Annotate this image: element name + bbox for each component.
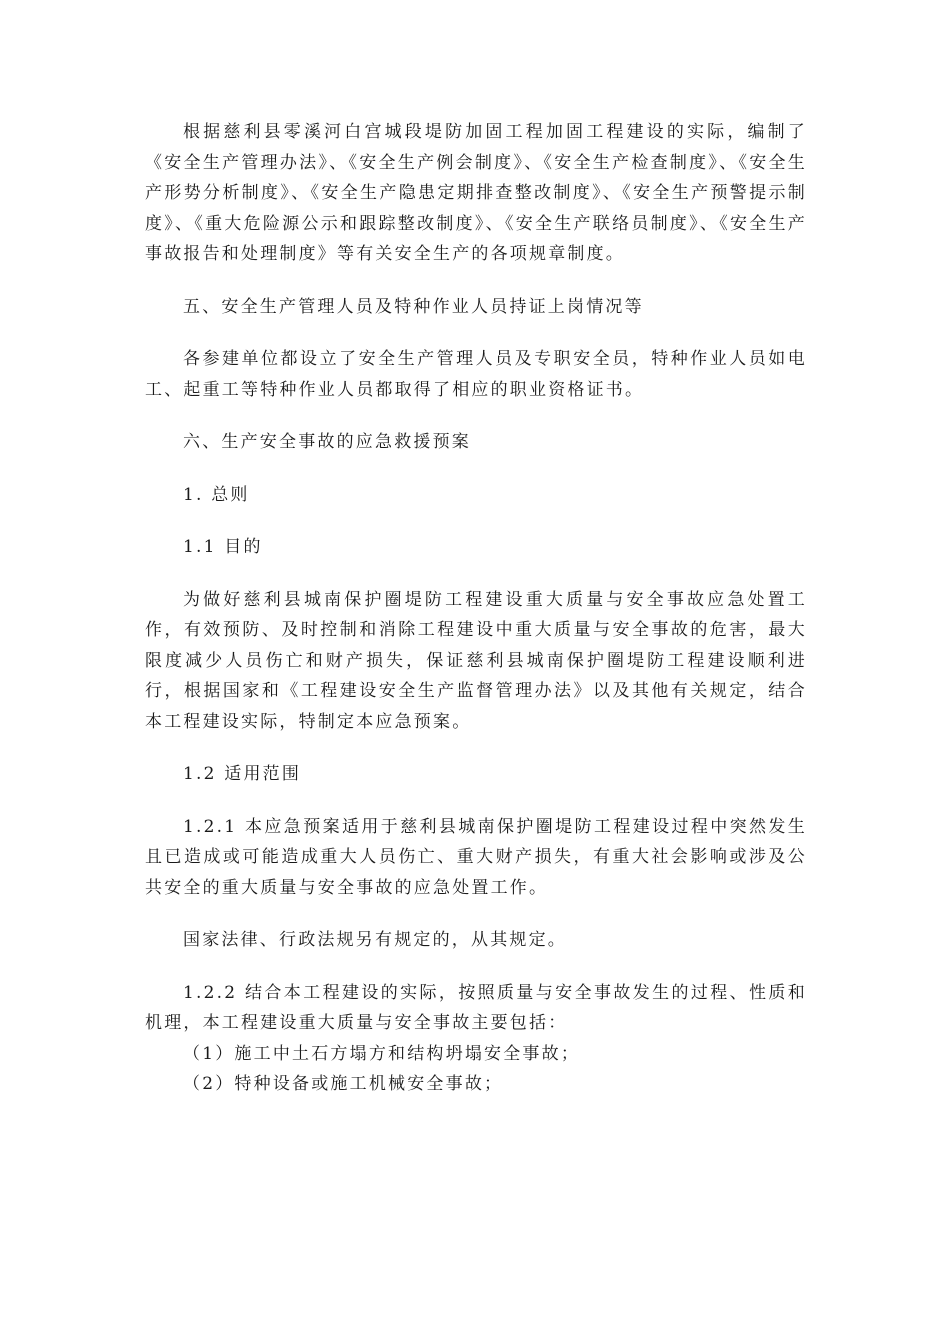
section-heading-6: 六、生产安全事故的应急救援预案 — [183, 432, 471, 452]
paragraph-scope-2: 1.2.2 结合本工程建设的实际，按照质量与安全事故发生的过程、性质和机理，本工程建设重大质量与安全事故主要包括： — [145, 982, 807, 1033]
section-heading-5: 五、安全生产管理人员及特种作业人员持证上岗情况等 — [183, 296, 644, 317]
paragraph-scope-1: 1.2.1 本应急预案适用于慈利县城南保护圈堤防工程建设过程中突然发生且已造成或可能造成重大人员伤亡、重大财产损失，有重大社会影响或涉及公共安全的重大质量与安全事故的应急处置工作。 — [145, 816, 807, 898]
paragraph-purpose: 为做好慈利县城南保护圈堤防工程建设重大质量与安全事故应急处置工作，有效预防、及时控制和消除工程建设中重大质量与安全事故的危害，最大限度减少人员伤亡和财产损失，保证慈利县城南保护圈堤防工程建设顺利进行，根据国家和《工程建设安全生产监督管理办法》以及其他有关规定，结合本工程建设实际，特制定本应急预案。 — [145, 589, 807, 732]
subheading-scope: 1.2 适用范围 — [183, 764, 302, 784]
subheading-purpose: 1.1 目的 — [183, 537, 263, 557]
paragraph-safety-regulations: 根据慈利县零溪河白宫城段堤防加固工程加固工程建设的实际，编制了《安全生产管理办法》、《安全生产例会制度》、《安全生产检查制度》、《安全生产形势分析制度》、《安全生产隐患定期排查整改制度》、《安全生产预警提示制度》、《重大危险源公示和跟踪整改制度》、《安全生产联络员制度》、《安全生产事故报告和处理制度》等有关安全生产的各项规章制度。 — [145, 122, 807, 264]
paragraph-certified-personnel: 各参建单位都设立了安全生产管理人员及专职安全员，特种作业人员如电工、起重工等特种作业人员都取得了相应的职业资格证书。 — [145, 349, 807, 400]
paragraph-law-note: 国家法律、行政法规另有规定的，从其规定。 — [183, 930, 567, 950]
document-body — [145, 117, 807, 1100]
subheading-general-principles: 1. 总则 — [183, 484, 250, 505]
list-item-2: （2）特种设备或施工机械安全事故； — [183, 1074, 504, 1094]
list-item-1: （1）施工中土石方塌方和结构坍塌安全事故； — [183, 1043, 581, 1064]
